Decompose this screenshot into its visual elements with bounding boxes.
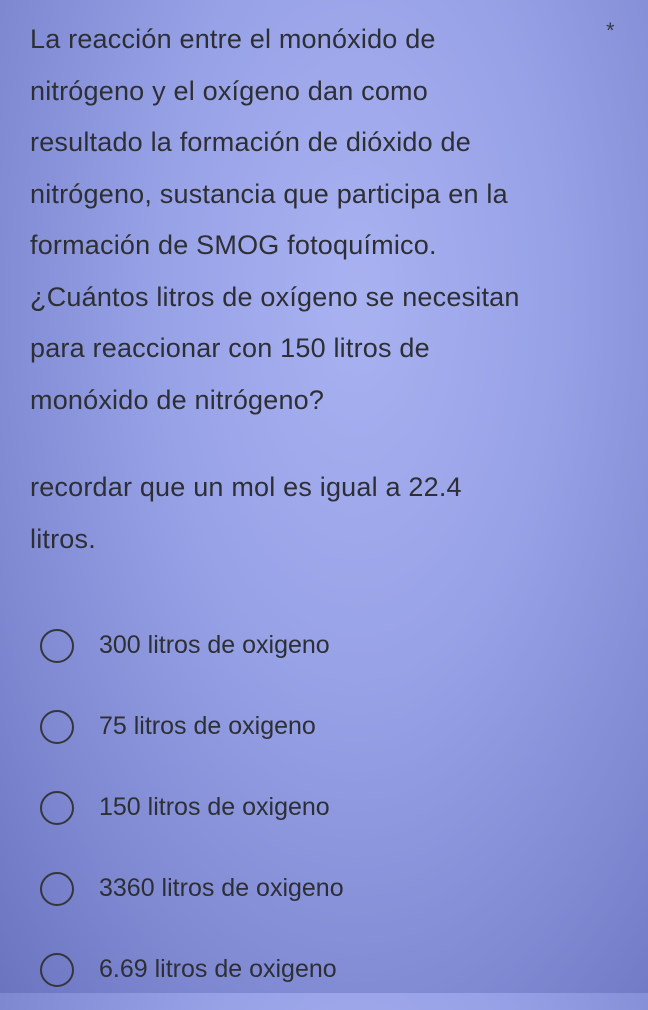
question-line: nitrógeno, sustancia que participa en la — [30, 178, 508, 209]
question-text — [30, 14, 620, 426]
radio-button[interactable] — [40, 629, 74, 663]
radio-button[interactable] — [40, 953, 74, 987]
question-line: formación de SMOG fotoquímico. — [30, 230, 437, 260]
radio-button[interactable] — [40, 791, 74, 825]
required-marker: * — [606, 18, 615, 43]
question-line: La reacción entre el monóxido de — [30, 24, 436, 54]
radio-button[interactable] — [40, 710, 74, 744]
note-line: recordar que un mol es igual a 22.4 — [30, 472, 462, 502]
option-label: 75 litros de oxigeno — [99, 712, 316, 740]
answer-options — [40, 605, 620, 1010]
option-label: 150 litros de oxigeno — [99, 793, 330, 821]
radio-button[interactable] — [40, 872, 74, 906]
option-150[interactable] — [40, 767, 620, 848]
note-line: litros. — [30, 523, 96, 554]
option-3360[interactable] — [40, 848, 620, 929]
question-line: para reaccionar con 150 litros de — [30, 333, 430, 363]
option-label: 3360 litros de oxigeno — [99, 874, 344, 902]
question-line: resultado la formación de dióxido de — [30, 127, 471, 157]
option-300[interactable] — [40, 605, 620, 686]
question-line: nitrógeno y el oxígeno dan como — [30, 75, 428, 106]
question-line: monóxido de nitrógeno? — [30, 384, 325, 415]
question-note — [30, 462, 620, 565]
option-label: 6.69 litros de oxigeno — [99, 955, 337, 983]
option-label: 300 litros de oxigeno — [99, 631, 330, 659]
question-line: ¿Cuántos litros de oxígeno se necesitan — [30, 281, 520, 312]
option-75[interactable] — [40, 686, 620, 767]
option-6-69[interactable] — [40, 929, 620, 1010]
